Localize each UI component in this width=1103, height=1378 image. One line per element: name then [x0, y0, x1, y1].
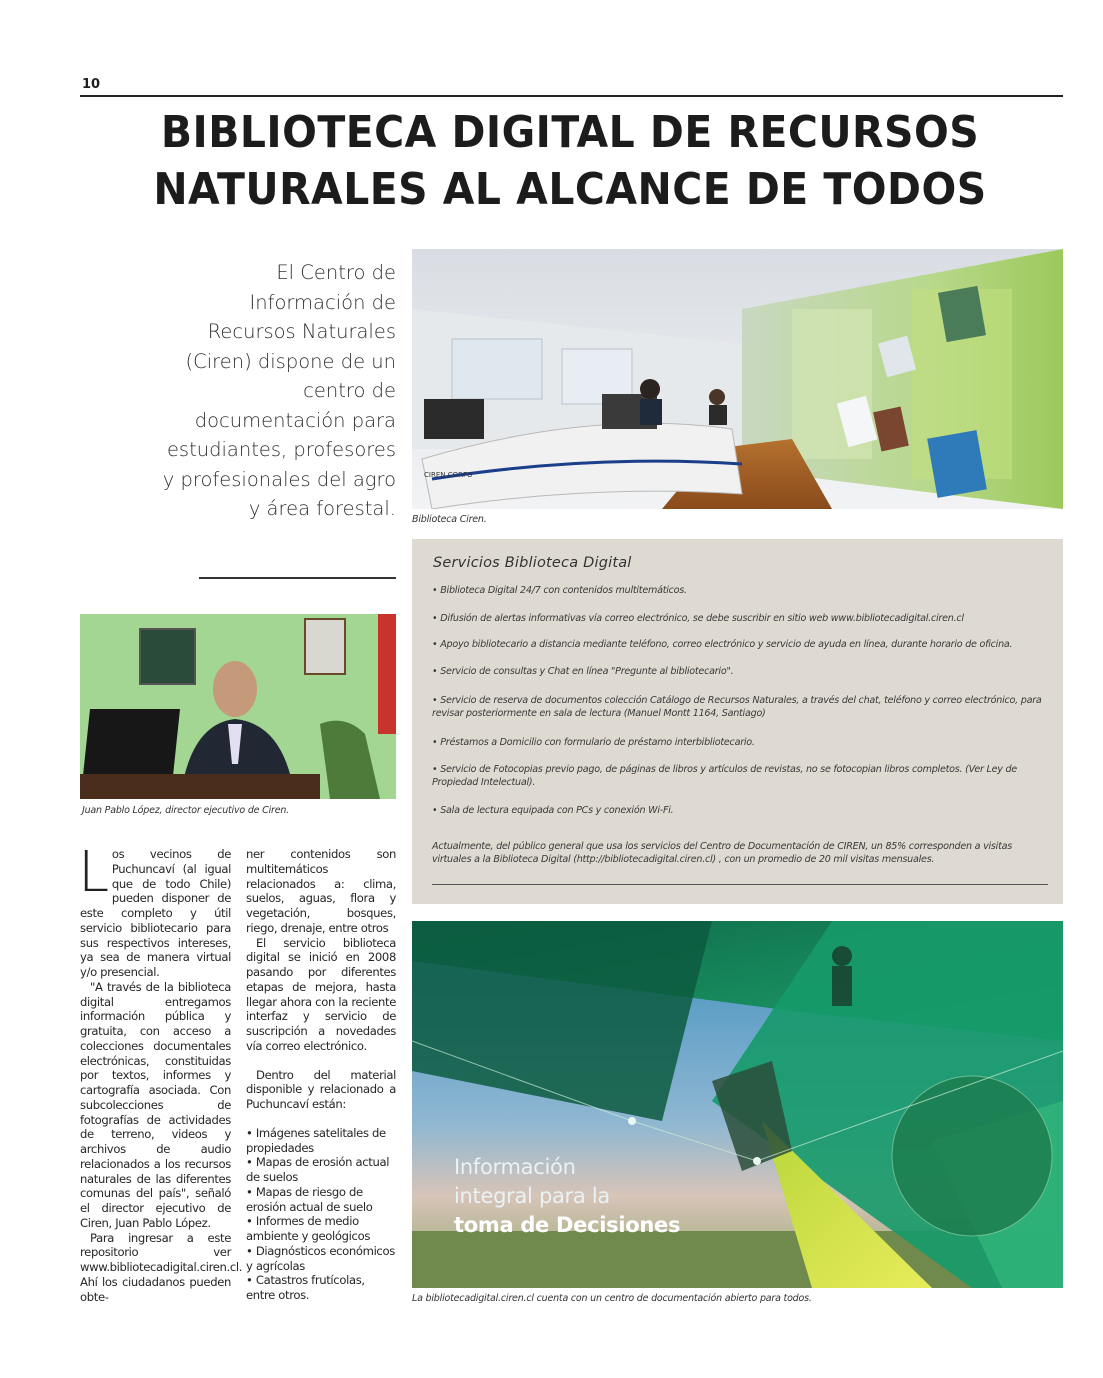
list-item: • Informes de medio ambiente y geológicos	[246, 1214, 371, 1243]
banner-line-1: Información	[454, 1155, 576, 1179]
drop-cap: L	[78, 840, 109, 905]
paragraph-spacer	[246, 1112, 396, 1126]
banner-caption: La bibliotecadigital.ciren.cl cuenta con un centro de documentación abierto para todos.	[412, 1293, 812, 1304]
service-item: • Apoyo bibliotecario a distancia mediante teléfono, correo electrónico y servicio de ayuda en línea, durante horario de oficina.	[432, 639, 1013, 650]
director-photo-caption: Juan Pablo López, director ejecutivo de Ciren.	[82, 805, 289, 816]
service-item: • Servicio de Fotocopias previo pago, de páginas de libros y artículos de revistas, no se fotocopian libros completos. (Ver Ley de Propiedad Intelectual).	[432, 764, 1017, 788]
article-column-2	[246, 847, 396, 1303]
banner-text	[454, 1153, 680, 1240]
banner-line-3: toma de Decisiones	[454, 1213, 681, 1237]
lede: El Centro de Información de Recursos Naturales (Ciren) dispone de un centro de documentación para estudiantes, profesores y profesionales del agro y área forestal.	[162, 261, 396, 520]
list-item: • Imágenes satelitales de propiedades	[246, 1125, 386, 1155]
article-column-1	[78, 840, 243, 1304]
service-item: • Difusión de alertas informativas vía correo electrónico, se debe suscribir en sitio web www.bibliotecadigital.ciren.cl	[432, 613, 964, 624]
lede-rule	[199, 577, 396, 579]
service-item: • Servicio de reserva de documentos colección Catálogo de Recursos Naturales, a través del chat, teléfono y correo electrónico, para revisar posteriormente en sala de lectura (Manuel Montt 1164, Santiago)	[432, 695, 1042, 719]
article-paragraph: Para ingresar a este repositorio ver www.bibliotecadigital.ciren.cl. Ahí los ciudadanos pueden obte-	[80, 1230, 243, 1304]
top-rule	[80, 95, 1063, 97]
material-list	[246, 1126, 396, 1303]
page-number: 10	[82, 77, 101, 92]
list-item: • Mapas de riesgo de erosión actual de suelo	[246, 1184, 373, 1214]
headline-line-2: NATURALES AL ALCANCE DE TODOS	[153, 164, 987, 215]
service-note: Actualmente, del público general que usa los servicios del Centro de Documentación de CIREN, un 85% corresponden a visitas virtuales a la Biblioteca Digital (http://bibliotecadigital.ciren.cl) , con un promedio de 20 mil visitas mensuales.	[432, 841, 1012, 865]
article-paragraph: "A través de la biblioteca digital entregamos información pública y gratuita, con acceso a colecciones documentales electrónicas, constituidas por textos, informes y cartografía asociada. Con subcolecciones de fotografías de actividades de terreno, videos y archivos de audio relacionados a los recursos naturales de las diferentes comunas del país", señaló el director ejecutivo de Ciren, Juan Pablo López.	[80, 979, 231, 1230]
ciren-sign: CIREN CORFO	[424, 471, 473, 479]
library-photo-caption: Biblioteca Ciren.	[412, 514, 487, 525]
services-rule	[432, 884, 1048, 885]
services-title: Servicios Biblioteca Digital	[433, 555, 632, 571]
director-photo	[80, 614, 396, 799]
service-item: • Servicio de consultas y Chat en línea "Pregunte al bibliotecario".	[432, 666, 734, 677]
service-item: • Biblioteca Digital 24/7 con contenidos multitemáticos.	[432, 585, 687, 596]
banner-line-2: integral para la	[454, 1184, 610, 1208]
article-paragraph: El servicio biblioteca digital se inició en 2008 pasando por diferentes etapas de mejora, hasta llegar ahora con la reciente interfaz y servicio de suscripción a novedades vía correo electrónico.	[246, 935, 396, 1053]
headline-line-1: BIBLIOTECA DIGITAL DE RECURSOS	[160, 107, 980, 158]
list-item: • Catastros frutícolas, entre otros.	[246, 1273, 365, 1302]
list-item: • Diagnósticos económicos y agrícolas	[246, 1243, 395, 1273]
article-paragraph: Dentro del material disponible y relacionado a Puchuncaví están:	[246, 1067, 396, 1111]
article-paragraph: ner contenidos son multitemáticos relacionados a: clima, suelos, aguas, flora y vegetación, bosques, riego, drenaje, entre otros	[246, 847, 396, 935]
library-photo	[412, 249, 1063, 509]
paragraph-spacer	[246, 1054, 396, 1068]
service-item: • Préstamos a Domicilio con formulario de préstamo interbibliotecario.	[432, 737, 755, 748]
service-item: • Sala de lectura equipada con PCs y conexión Wi-Fi.	[432, 805, 674, 816]
headline	[152, 104, 989, 218]
list-item: • Mapas de erosión actual de suelos	[246, 1155, 390, 1184]
article-paragraph: os vecinos de Puchuncaví (al igual que de todo Chile) pueden disponer de este completo y útil servicio bibliotecario para sus respectivos intereses, ya sea de manera virtual y/o presencial.	[80, 847, 231, 979]
